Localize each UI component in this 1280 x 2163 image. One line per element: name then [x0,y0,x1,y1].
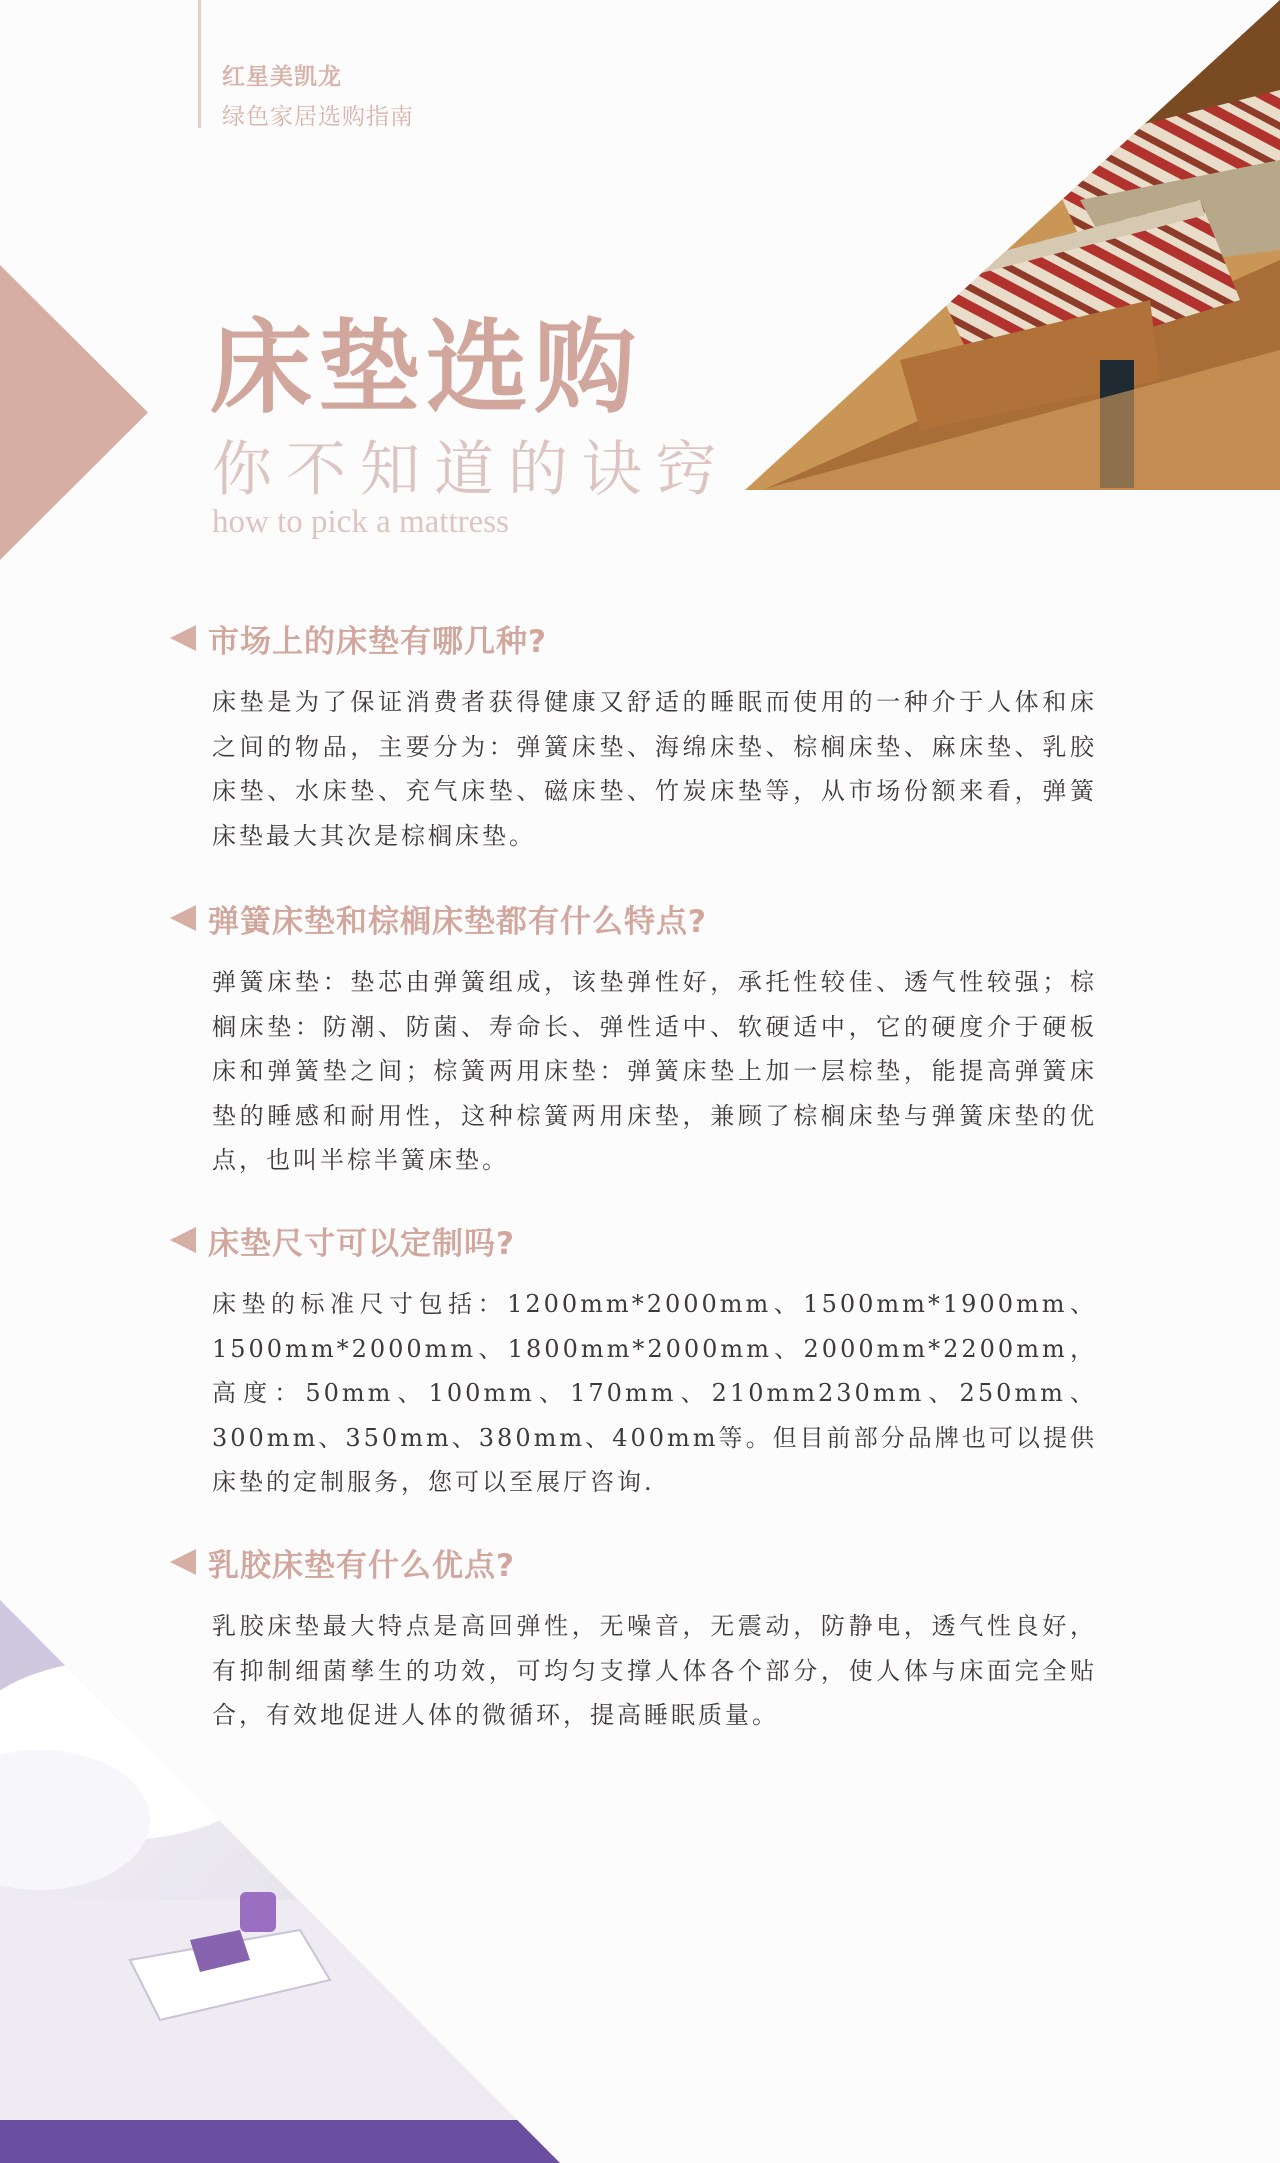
pillow-photo [0,1600,560,2163]
section-header [170,618,1110,658]
section-body: 床垫的标准尺寸包括：1200mm*2000mm、1500mm*1900mm、1500mm*2000mm、1800mm*2000mm、2000mm*2200mm，高度：50mm、100mm、170mm、210mm230mm、250mm、300mm、350mm、380mm、400mm等。但目前部分品牌也可以提供床垫的定制服务，您可以至展厅咨询. [212,1290,1097,1496]
page-subtitle: 你不知道的诀窍 [212,435,730,505]
page-english-title: how to pick a mattress [212,504,509,540]
section-title: 乳胶床垫有什么优点? [208,1547,515,1584]
section-header [170,1220,1110,1260]
section-title: 弹簧床垫和棕榈床垫都有什么特点? [208,903,707,940]
arrow-left-icon [170,905,196,931]
section-header [170,1542,1110,1582]
section-header [170,898,1110,938]
section-title: 市场上的床垫有哪几种? [208,623,547,660]
brand-subtitle: 绿色家居选购指南 [222,104,414,130]
section-mattress-types [170,618,1110,858]
arrow-left-icon [170,625,196,651]
brand-name: 红星美凯龙 [222,64,342,90]
section-body: 弹簧床垫：垫芯由弹簧组成，该垫弹性好，承托性较佳、透气性较强；棕榈床垫：防潮、防菌、寿命长、弹性适中、软硬适中，它的硬度介于硬板床和弹簧垫之间；棕簧两用床垫：弹簧床垫上加一层棕垫，能提高弹簧床垫的睡感和耐用性，这种棕簧两用床垫，兼顾了棕榈床垫与弹簧床垫的优点，也叫半棕半簧床垫。 [212,968,1097,1174]
section-title: 床垫尺寸可以定制吗? [208,1225,515,1262]
section-body: 乳胶床垫最大特点是高回弹性，无噪音，无震动，防静电，透气性良好，有抑制细菌孳生的功效，可均匀支撑人体各个部分，使人体与床面完全贴合，有效地促进人体的微循环，提高睡眠质量。 [212,1612,1097,1729]
brand-divider [198,0,201,128]
arrow-left-icon [170,1549,196,1575]
arrow-left-icon [170,1227,196,1253]
section-spring-palm-features [170,898,1110,1183]
section-body: 床垫是为了保证消费者获得健康又舒适的睡眠而使用的一种介于人体和床之间的物品，主要分为：弹簧床垫、海绵床垫、棕榈床垫、麻床垫、乳胶床垫、水床垫、充气床垫、磁床垫、竹炭床垫等，从市场份额来看，弹簧床垫最大其次是棕榈床垫。 [212,688,1097,850]
section-custom-size [170,1220,1110,1505]
page-title: 床垫选购 [210,309,642,428]
